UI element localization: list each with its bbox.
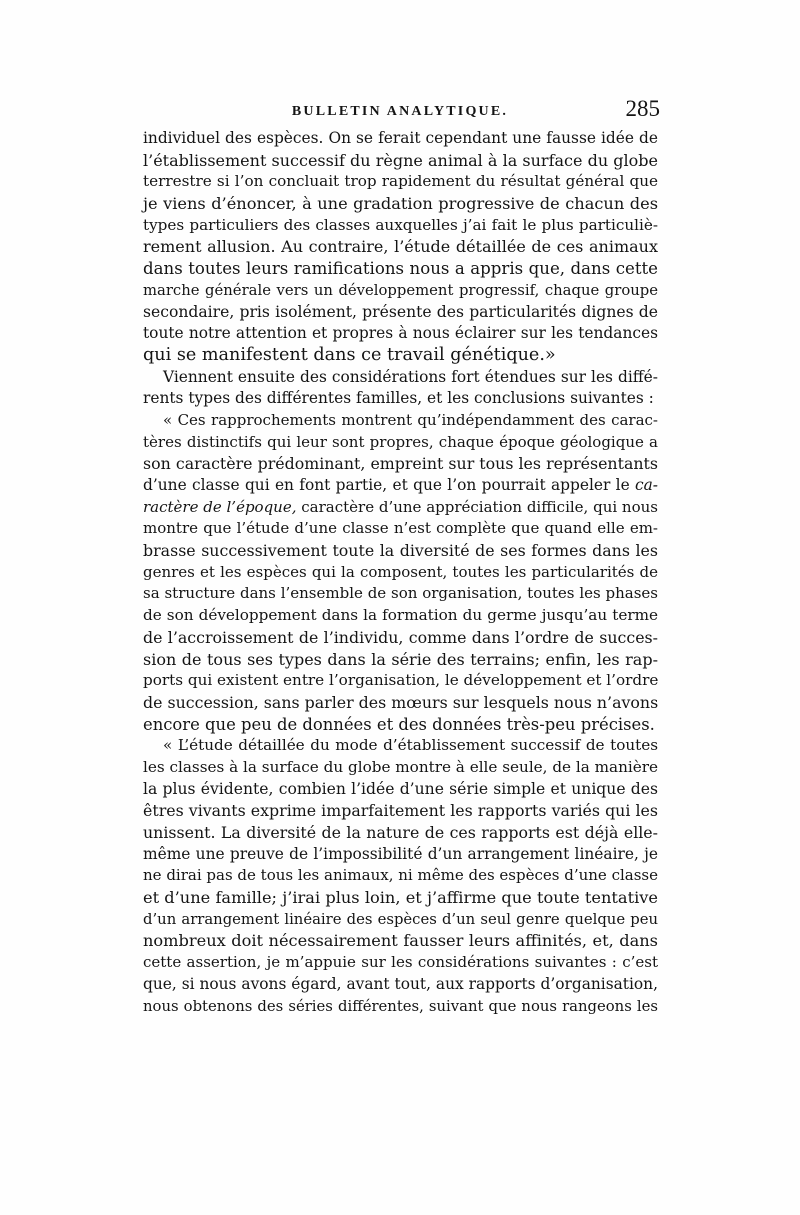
text-line: et d’une famille; j’irai plus loin, et j’affirme que toute tentative — [143, 888, 658, 908]
text-line: êtres vivants exprime imparfaitement les rapports variés qui les — [143, 801, 658, 821]
text-line: tères distinctifs qui leur sont propres, chaque époque géologique a — [143, 432, 658, 451]
running-title: BULLETIN ANALYTIQUE. — [291, 104, 509, 119]
text-line: ne dirai pas de tous les animaux, ni même des espèces d’une classe — [143, 866, 658, 885]
line-text: d’une classe qui en font partie, et que l’on pourrait appeler le — [143, 476, 635, 494]
text-line: que, si nous avons égard, avant tout, aux rapports d’organisation, — [143, 974, 658, 993]
text-line: sion de tous ses types dans la série des terrains; enfin, les rap- — [143, 649, 658, 669]
text-line: genres et les espèces qui la composent, toutes les particularités de — [143, 562, 658, 581]
text-line: rement allusion. Au contraire, l’étude détaillée de ces animaux — [143, 237, 658, 257]
text-line: secondaire, pris isolément, présente des particularités dignes de — [143, 302, 658, 321]
text-line: les classes à la surface du globe montre à elle seule, de la manière — [143, 757, 658, 776]
text-line: unissent. La diversité de la nature de ces rapports est déjà elle- — [143, 823, 658, 842]
text-line: de son développement dans la formation du germe jusqu’au terme — [143, 606, 658, 625]
text-line: qui se manifestent dans ce travail génétique.» — [143, 344, 556, 365]
text-line: nous obtenons des séries différentes, suivant que nous rangeons les — [143, 997, 658, 1015]
text-line: rents types des différentes familles, et les conclusions suivantes : — [143, 389, 654, 408]
text-line: de l’accroissement de l’individu, comme dans l’ordre de succes- — [143, 627, 658, 647]
text-line: sa structure dans l’ensemble de son organisation, toutes les phases — [143, 584, 658, 603]
text-line: de succession, sans parler des mœurs sur lesquels nous n’avons — [143, 692, 659, 712]
body-text — [143, 128, 658, 1017]
text-line: ports qui existent entre l’organisation, le développement et l’ordre — [143, 671, 659, 690]
text-line — [143, 475, 658, 497]
text-line: types particuliers des classes auxquelles j’ai fait le plus particuliè- — [143, 215, 658, 234]
text-line: je viens d’énoncer, à une gradation progressive de chacun des — [143, 194, 658, 214]
line-text: caractère d’une appréciation difficile, qui nous — [296, 497, 658, 516]
paragraph-start-line: « L’étude détaillée du mode d’établissement successif de toutes — [163, 736, 658, 755]
text-line: nombreux doit nécessairement fausser leurs affinités, et, dans — [143, 931, 658, 951]
text-line: brasse successivement toute la diversité de ses formes dans les — [143, 541, 658, 561]
text-line: individuel des espèces. On se ferait cependant une fausse idée de — [143, 129, 658, 147]
text-line: montre que l’étude d’une classe n’est complète que quand elle em- — [143, 519, 658, 538]
text-line: même une preuve de l’impossibilité d’un arrangement linéaire, je — [143, 844, 658, 863]
text-line: cette assertion, je m’appuie sur les considérations suivantes : c’est — [143, 953, 658, 972]
text-line: encore que peu de données et des données très-peu précises. — [143, 714, 655, 734]
page-number: 285 — [625, 96, 660, 121]
text-line: son caractère prédominant, empreint sur tous les représentants — [143, 454, 658, 474]
italic-hyphenated-word: ca- — [635, 476, 658, 494]
text-line: la plus évidente, combien l’idée d’une série simple et unique des — [143, 779, 658, 798]
text-line: marche générale vers un développement progressif, chaque groupe — [143, 281, 658, 299]
text-line: terrestre si l’on concluait trop rapidement du résultat général que — [143, 172, 658, 191]
paragraph-start-line: Viennent ensuite des considérations fort étendues sur les diffé- — [163, 367, 658, 386]
paragraph-start-line: « Ces rapprochements montrent qu’indépendamment des carac- — [163, 410, 658, 429]
text-line: toute notre attention et propres à nous éclairer sur les tendances — [143, 324, 658, 343]
page-header — [140, 96, 660, 126]
text-line — [143, 497, 658, 519]
italic-phrase: ractère de l’époque, — [143, 497, 297, 516]
text-line: l’établissement successif du règne animal à la surface du globe — [143, 150, 658, 170]
text-line: d’un arrangement linéaire des espèces d’un seul genre quelque peu — [143, 910, 658, 928]
text-line: dans toutes leurs ramifications nous a appris que, dans cette — [143, 259, 658, 279]
